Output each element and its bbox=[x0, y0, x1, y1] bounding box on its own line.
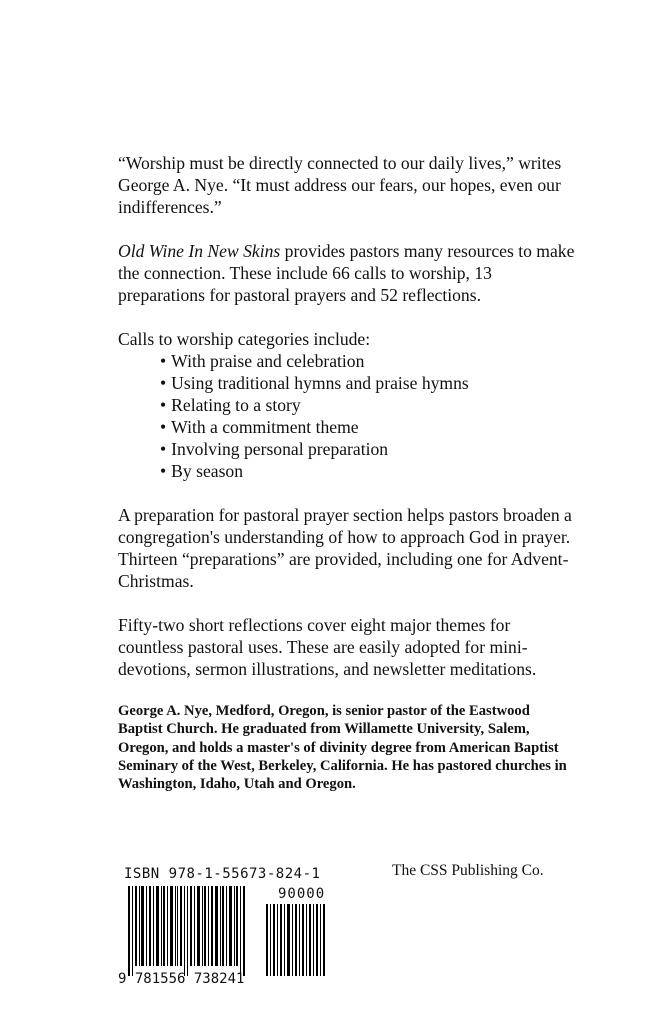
description-text: provides pastors many resources to make the connection. These include 66 calls to worship, 13 preparations for pastoral prayers and 52 reflections. bbox=[118, 241, 575, 305]
addon-digits: 90000 bbox=[278, 886, 326, 902]
back-cover-text bbox=[118, 152, 578, 793]
calls-intro: Calls to worship categories include: bbox=[118, 329, 371, 349]
barcode bbox=[118, 866, 332, 996]
book-title: Old Wine In New Skins bbox=[118, 241, 281, 261]
barcode-digits: 9 781556 738241 bbox=[118, 971, 245, 987]
isbn-text: ISBN 978-1-55673-824-1 bbox=[124, 866, 321, 882]
list-item: • With praise and celebration bbox=[160, 350, 578, 372]
list-item: • Involving personal preparation bbox=[160, 438, 578, 460]
list-item: • By season bbox=[160, 460, 578, 482]
calls-list bbox=[118, 350, 578, 482]
description-paragraph bbox=[118, 240, 578, 306]
quote-paragraph: “Worship must be directly connected to our daily lives,” writes George A. Nye. “It must address our fears, our hopes, even our indifferences.” bbox=[118, 153, 562, 217]
author-bio: George A. Nye, Medford, Oregon, is senior pastor of the Eastwood Baptist Church. He graduated from Willamette University, Salem, Oregon, and holds a master's of divinity degree from American Baptist Seminary of the West, Berkeley, California. He has pastored churches in Washington, Idaho, Utah and Oregon. bbox=[118, 703, 567, 793]
list-item: • Relating to a story bbox=[160, 394, 578, 416]
publisher-name: The CSS Publishing Co. bbox=[392, 862, 544, 879]
list-item: • With a commitment theme bbox=[160, 416, 578, 438]
prayer-paragraph: A preparation for pastoral prayer section helps pastors broaden a congregation's understanding of how to approach God in prayer. Thirteen “preparations” are provided, including one for Advent-Christmas. bbox=[118, 505, 572, 591]
list-item: • Using traditional hymns and praise hymns bbox=[160, 372, 578, 394]
reflections-paragraph: Fifty-two short reflections cover eight major themes for countless pastoral uses. These are easily adopted for mini-devotions, sermon illustrations, and newsletter meditations. bbox=[118, 615, 537, 679]
